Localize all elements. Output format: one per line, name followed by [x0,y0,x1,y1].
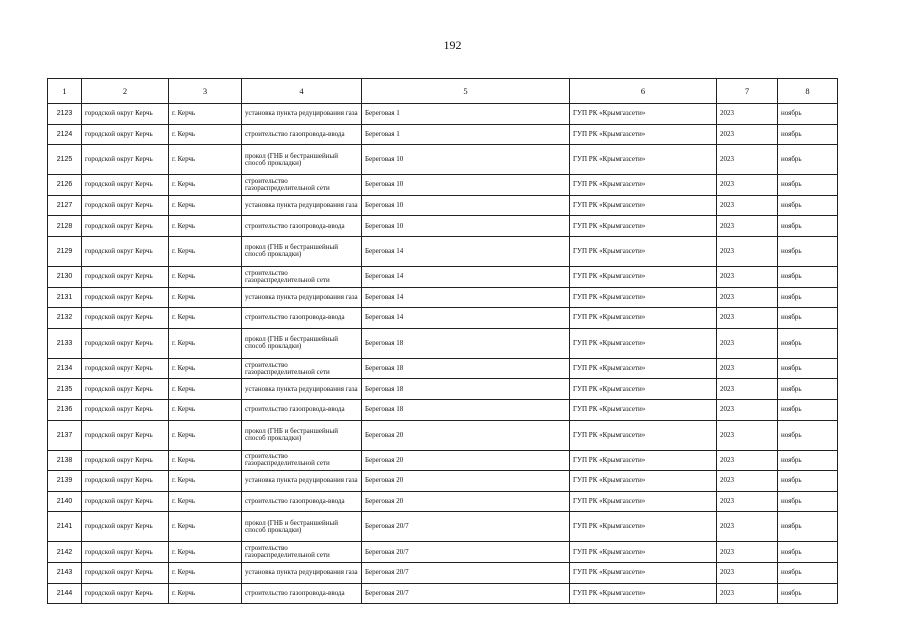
address-cell: Береговая 14 [362,308,570,329]
organization-cell: ГУП РК «Крымгазсети» [570,562,717,583]
row-number-cell: 2133 [48,328,82,358]
municipality-cell: городской округ Керчь [82,124,169,145]
city-cell: г. Керчь [169,124,242,145]
municipality-cell: городской округ Керчь [82,266,169,287]
address-cell: Береговая 20/7 [362,512,570,542]
city-cell: г. Керчь [169,308,242,329]
header-cell: 6 [570,79,717,104]
row-number-cell: 2144 [48,583,82,604]
work-type-cell: установка пункта редуцирования газа [242,379,362,400]
table-body [48,104,838,604]
month-cell: ноябрь [778,216,838,237]
address-cell: Береговая 10 [362,195,570,216]
organization-cell: ГУП РК «Крымгазсети» [570,358,717,379]
month-cell: ноябрь [778,124,838,145]
work-type-cell: строительство газопровода-ввода [242,308,362,329]
address-cell: Береговая 1 [362,124,570,145]
table-row [48,175,838,196]
municipality-cell: городской округ Керчь [82,216,169,237]
table-row [48,266,838,287]
month-cell: ноябрь [778,471,838,492]
row-number-cell: 2139 [48,471,82,492]
year-cell: 2023 [717,491,778,512]
address-cell: Береговая 18 [362,358,570,379]
year-cell: 2023 [717,450,778,471]
month-cell: ноябрь [778,287,838,308]
city-cell: г. Керчь [169,583,242,604]
table-row [48,124,838,145]
city-cell: г. Керчь [169,471,242,492]
work-type-cell: прокол (ГНБ и бестраншейный способ прокладки) [242,145,362,175]
address-cell: Береговая 20/7 [362,583,570,604]
city-cell: г. Керчь [169,287,242,308]
city-cell: г. Керчь [169,542,242,563]
month-cell: ноябрь [778,542,838,563]
organization-cell: ГУП РК «Крымгазсети» [570,328,717,358]
row-number-cell: 2134 [48,358,82,379]
table-row [48,358,838,379]
year-cell: 2023 [717,266,778,287]
row-number-cell: 2136 [48,399,82,420]
address-cell: Береговая 20 [362,450,570,471]
page-number: 192 [443,38,462,52]
table-row [48,399,838,420]
organization-cell: ГУП РК «Крымгазсети» [570,450,717,471]
row-number-cell: 2127 [48,195,82,216]
work-type-cell: строительство газораспределительной сети [242,450,362,471]
municipality-cell: городской округ Керчь [82,236,169,266]
month-cell: ноябрь [778,399,838,420]
municipality-cell: городской округ Керчь [82,542,169,563]
work-type-cell: прокол (ГНБ и бестраншейный способ прокладки) [242,328,362,358]
header-cell: 5 [362,79,570,104]
table-row [48,583,838,604]
city-cell: г. Керчь [169,420,242,450]
table-row [48,562,838,583]
address-cell: Береговая 18 [362,379,570,400]
city-cell: г. Керчь [169,104,242,125]
municipality-cell: городской округ Керчь [82,471,169,492]
year-cell: 2023 [717,287,778,308]
work-type-cell: строительство газораспределительной сети [242,358,362,379]
city-cell: г. Керчь [169,512,242,542]
header-cell: 2 [82,79,169,104]
row-number-cell: 2132 [48,308,82,329]
municipality-cell: городской округ Керчь [82,195,169,216]
table-row [48,512,838,542]
organization-cell: ГУП РК «Крымгазсети» [570,124,717,145]
month-cell: ноябрь [778,328,838,358]
month-cell: ноябрь [778,450,838,471]
address-cell: Береговая 18 [362,328,570,358]
organization-cell: ГУП РК «Крымгазсети» [570,308,717,329]
municipality-cell: городской округ Керчь [82,399,169,420]
organization-cell: ГУП РК «Крымгазсети» [570,145,717,175]
row-number-cell: 2142 [48,542,82,563]
work-type-cell: строительство газопровода-ввода [242,216,362,237]
row-number-cell: 2137 [48,420,82,450]
month-cell: ноябрь [778,512,838,542]
organization-cell: ГУП РК «Крымгазсети» [570,216,717,237]
city-cell: г. Керчь [169,328,242,358]
work-type-cell: строительство газопровода-ввода [242,491,362,512]
address-cell: Береговая 18 [362,399,570,420]
header-cell: 7 [717,79,778,104]
row-number-cell: 2131 [48,287,82,308]
work-type-cell: прокол (ГНБ и бестраншейный способ прокладки) [242,420,362,450]
work-type-cell: прокол (ГНБ и бестраншейный способ прокладки) [242,236,362,266]
table-row [48,542,838,563]
year-cell: 2023 [717,399,778,420]
organization-cell: ГУП РК «Крымгазсети» [570,236,717,266]
address-cell: Береговая 20/7 [362,562,570,583]
row-number-cell: 2135 [48,379,82,400]
address-cell: Береговая 10 [362,216,570,237]
month-cell: ноябрь [778,195,838,216]
municipality-cell: городской округ Керчь [82,328,169,358]
municipality-cell: городской округ Керчь [82,308,169,329]
work-type-cell: строительство газопровода-ввода [242,124,362,145]
row-number-cell: 2124 [48,124,82,145]
table-row [48,236,838,266]
organization-cell: ГУП РК «Крымгазсети» [570,491,717,512]
municipality-cell: городской округ Керчь [82,562,169,583]
work-type-cell: установка пункта редуцирования газа [242,562,362,583]
year-cell: 2023 [717,583,778,604]
city-cell: г. Керчь [169,175,242,196]
year-cell: 2023 [717,104,778,125]
header-cell: 4 [242,79,362,104]
table-row [48,379,838,400]
municipality-cell: городской округ Керчь [82,512,169,542]
row-number-cell: 2140 [48,491,82,512]
address-cell: Береговая 10 [362,175,570,196]
header-cell: 8 [778,79,838,104]
year-cell: 2023 [717,175,778,196]
work-type-cell: установка пункта редуцирования газа [242,104,362,125]
year-cell: 2023 [717,562,778,583]
organization-cell: ГУП РК «Крымгазсети» [570,195,717,216]
month-cell: ноябрь [778,379,838,400]
city-cell: г. Керчь [169,399,242,420]
month-cell: ноябрь [778,236,838,266]
organization-cell: ГУП РК «Крымгазсети» [570,471,717,492]
organization-cell: ГУП РК «Крымгазсети» [570,542,717,563]
work-type-cell: установка пункта редуцирования газа [242,287,362,308]
table-row [48,287,838,308]
month-cell: ноябрь [778,562,838,583]
row-number-cell: 2128 [48,216,82,237]
city-cell: г. Керчь [169,216,242,237]
table-row [48,471,838,492]
organization-cell: ГУП РК «Крымгазсети» [570,175,717,196]
row-number-cell: 2141 [48,512,82,542]
municipality-cell: городской округ Керчь [82,379,169,400]
table-row [48,420,838,450]
month-cell: ноябрь [778,175,838,196]
address-cell: Береговая 14 [362,236,570,266]
work-type-cell: строительство газопровода-ввода [242,399,362,420]
address-cell: Береговая 20 [362,471,570,492]
month-cell: ноябрь [778,358,838,379]
row-number-cell: 2126 [48,175,82,196]
year-cell: 2023 [717,236,778,266]
table-row [48,308,838,329]
organization-cell: ГУП РК «Крымгазсети» [570,583,717,604]
address-cell: Береговая 14 [362,287,570,308]
work-type-cell: строительство газопровода-ввода [242,583,362,604]
row-number-cell: 2125 [48,145,82,175]
municipality-cell: городской округ Керчь [82,420,169,450]
year-cell: 2023 [717,358,778,379]
row-number-cell: 2130 [48,266,82,287]
row-number-cell: 2143 [48,562,82,583]
year-cell: 2023 [717,124,778,145]
year-cell: 2023 [717,145,778,175]
municipality-cell: городской округ Керчь [82,145,169,175]
organization-cell: ГУП РК «Крымгазсети» [570,104,717,125]
table-row [48,328,838,358]
organization-cell: ГУП РК «Крымгазсети» [570,399,717,420]
work-type-cell: строительство газораспределительной сети [242,266,362,287]
year-cell: 2023 [717,420,778,450]
month-cell: ноябрь [778,104,838,125]
city-cell: г. Керчь [169,562,242,583]
municipality-cell: городской округ Керчь [82,358,169,379]
row-number-cell: 2138 [48,450,82,471]
table-row [48,450,838,471]
month-cell: ноябрь [778,491,838,512]
work-type-cell: установка пункта редуцирования газа [242,195,362,216]
address-cell: Береговая 20 [362,491,570,512]
year-cell: 2023 [717,379,778,400]
month-cell: ноябрь [778,308,838,329]
year-cell: 2023 [717,542,778,563]
municipality-cell: городской округ Керчь [82,175,169,196]
month-cell: ноябрь [778,145,838,175]
organization-cell: ГУП РК «Крымгазсети» [570,266,717,287]
gasification-table [47,78,838,604]
table-row [48,216,838,237]
municipality-cell: городской округ Керчь [82,583,169,604]
table-row [48,145,838,175]
header-cell: 1 [48,79,82,104]
municipality-cell: городской округ Керчь [82,450,169,471]
city-cell: г. Керчь [169,491,242,512]
table-row [48,491,838,512]
month-cell: ноябрь [778,420,838,450]
year-cell: 2023 [717,512,778,542]
organization-cell: ГУП РК «Крымгазсети» [570,420,717,450]
year-cell: 2023 [717,308,778,329]
year-cell: 2023 [717,328,778,358]
address-cell: Береговая 1 [362,104,570,125]
municipality-cell: городской округ Керчь [82,491,169,512]
row-number-cell: 2129 [48,236,82,266]
address-cell: Береговая 20 [362,420,570,450]
header-row [48,79,838,104]
work-type-cell: строительство газораспределительной сети [242,175,362,196]
year-cell: 2023 [717,471,778,492]
address-cell: Береговая 14 [362,266,570,287]
row-number-cell: 2123 [48,104,82,125]
year-cell: 2023 [717,195,778,216]
city-cell: г. Керчь [169,358,242,379]
city-cell: г. Керчь [169,266,242,287]
address-cell: Береговая 10 [362,145,570,175]
organization-cell: ГУП РК «Крымгазсети» [570,512,717,542]
city-cell: г. Керчь [169,379,242,400]
header-cell: 3 [169,79,242,104]
month-cell: ноябрь [778,583,838,604]
city-cell: г. Керчь [169,236,242,266]
work-type-cell: прокол (ГНБ и бестраншейный способ прокладки) [242,512,362,542]
table-row [48,104,838,125]
month-cell: ноябрь [778,266,838,287]
table-row [48,195,838,216]
municipality-cell: городской округ Керчь [82,104,169,125]
municipality-cell: городской округ Керчь [82,287,169,308]
work-type-cell: строительство газораспределительной сети [242,542,362,563]
year-cell: 2023 [717,216,778,237]
address-cell: Береговая 20/7 [362,542,570,563]
city-cell: г. Керчь [169,450,242,471]
organization-cell: ГУП РК «Крымгазсети» [570,379,717,400]
city-cell: г. Керчь [169,145,242,175]
work-type-cell: установка пункта редуцирования газа [242,471,362,492]
city-cell: г. Керчь [169,195,242,216]
organization-cell: ГУП РК «Крымгазсети» [570,287,717,308]
